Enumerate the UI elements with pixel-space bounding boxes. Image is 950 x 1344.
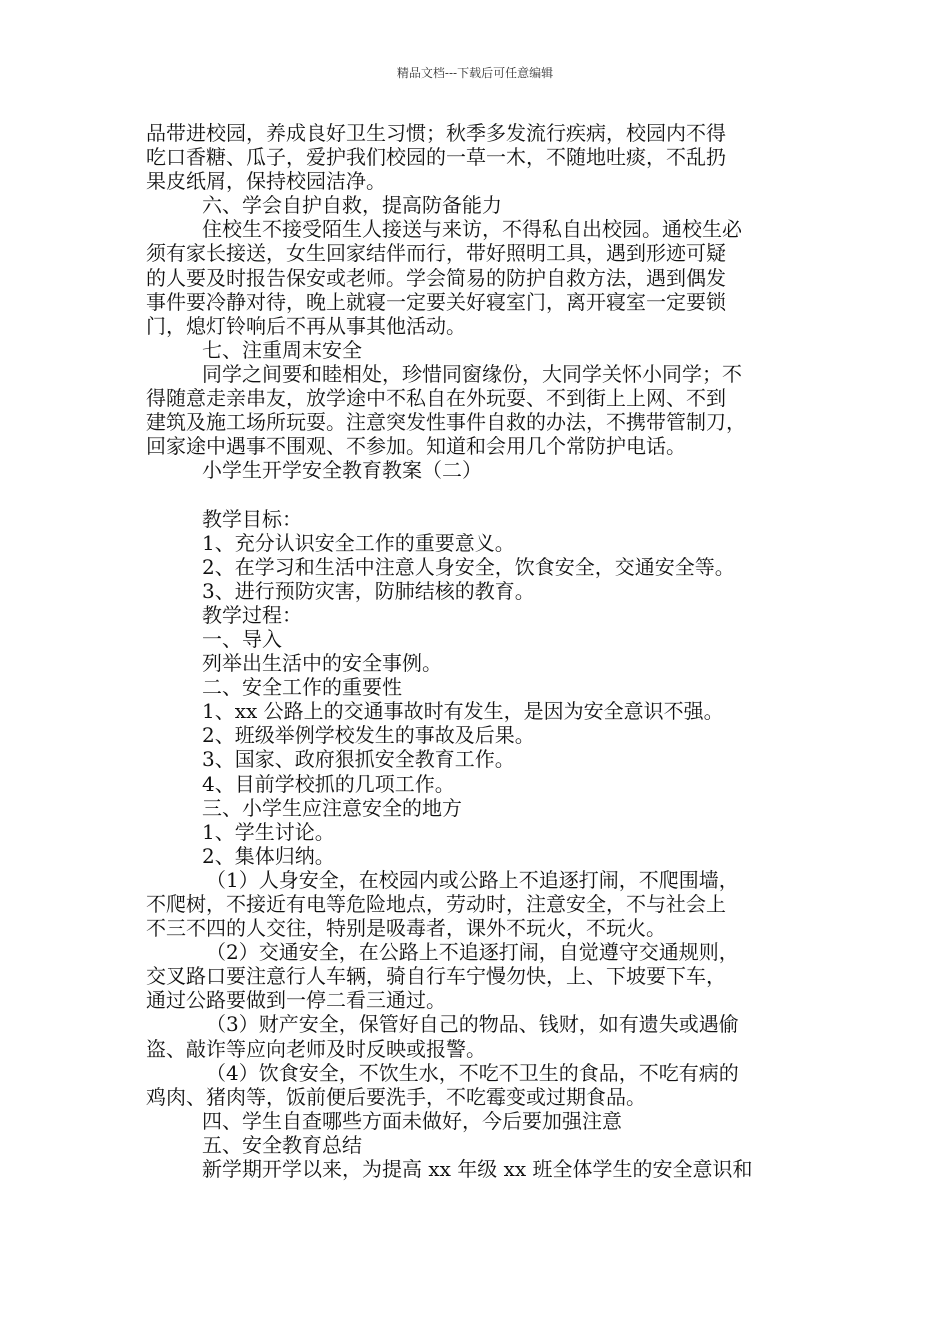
text-line: 教学过程： [202, 602, 302, 627]
text-line: 2、在学习和生活中注意人身安全，饮食安全，交通安全等。 [202, 554, 735, 579]
text-line: 品带进校园，养成良好卫生习惯；秋季多发流行疾病，校园内不得 [146, 121, 726, 145]
text-line: 1、充分认识安全工作的重要意义。 [202, 530, 515, 555]
text-line: 六、学会自护自救，提高防备能力 [202, 193, 502, 218]
text-line: 三、小学生应注意安全的地方 [202, 795, 462, 820]
text-line: 通过公路要做到一停二看三通过。 [146, 988, 446, 1013]
text-line: 不三不四的人交往，特别是吸毒者，课外不玩火，不玩火。 [146, 916, 666, 941]
text-line: 列举出生活中的安全事例。 [202, 651, 442, 676]
text-line: 的人要及时报告保安或老师。学会简易的防护自救方法，遇到偶发 [146, 265, 726, 290]
text-line: 得随意走亲串友，放学途中不私自在外玩耍、不到街上上网、不到 [146, 386, 726, 411]
text-line: 小学生开学安全教育教案（二） [202, 458, 482, 483]
text-line: （1）人身安全，在校园内或公路上不追逐打闹，不爬围墙， [206, 867, 739, 892]
text-line: 盗、敲诈等应向老师及时反映或报警。 [146, 1036, 486, 1061]
blank-line [146, 482, 826, 506]
text-line: 不爬树，不接近有电等危险地点，劳动时，注意安全，不与社会上 [146, 892, 726, 916]
text-line: 果皮纸屑，保持校园洁净。 [146, 169, 386, 194]
text-line: 1、学生讨论。 [202, 819, 335, 844]
text-line: 3、进行预防灾害，防肺结核的教育。 [202, 578, 535, 603]
text-line: 事件要冷静对待，晚上就寝一定要关好寝室门，离开寝室一定要锁 [146, 289, 726, 314]
text-line: （2）交通安全，在公路上不追逐打闹，自觉遵守交通规则， [206, 940, 739, 965]
text-line: 2、集体归纳。 [202, 843, 335, 868]
text-line: 一、导入 [202, 626, 282, 651]
text-line: （4）饮食安全，不饮生水，不吃不卫生的食品，不吃有病的 [206, 1060, 739, 1085]
page-header: 精品文档---下载后可任意编辑 [396, 66, 554, 80]
text-line: 七、注重周末安全 [202, 337, 362, 362]
text-line: 吃口香糖、瓜子，爱护我们校园的一草一木，不随地吐痰，不乱扔 [146, 145, 726, 170]
text-line: 回家途中遇事不围观、不参加。知道和会用几个常防护电话。 [146, 434, 686, 459]
text-line: 门，熄灯铃响后不再从事其他活动。 [146, 313, 466, 338]
text-line: 2、班级举例学校发生的事故及后果。 [202, 723, 535, 748]
text-line: 同学之间要和睦相处，珍惜同窗缘份，大同学关怀小同学；不 [202, 361, 742, 386]
text-line: 1、xx 公路上的交通事故时有发生，是因为安全意识不强。 [202, 699, 724, 724]
text-line: （3）财产安全，保管好自己的物品、钱财，如有遗失或遇偷 [206, 1012, 739, 1037]
text-line: 五、安全教育总结 [202, 1132, 362, 1157]
text-line: 二、安全工作的重要性 [202, 675, 402, 700]
text-line: 3、国家、政府狠抓安全教育工作。 [202, 747, 515, 772]
text-line: 鸡肉、猪肉等，饭前便后要洗手，不吃霉变或过期食品。 [146, 1084, 646, 1109]
text-line: 须有家长接送，女生回家结伴而行，带好照明工具，遇到形迹可疑 [146, 241, 726, 266]
text-line: 住校生不接受陌生人接送与来访，不得私自出校园。通校生必 [202, 217, 742, 242]
text-line: 四、学生自查哪些方面未做好，今后要加强注意 [202, 1108, 622, 1133]
text-line: 教学目标： [202, 506, 302, 531]
text-line: 交叉路口要注意行人车辆，骑自行车宁慢勿快，上、下坡要下车， [146, 964, 726, 989]
text-line: 4、目前学校抓的几项工作。 [202, 771, 455, 796]
text-line: 建筑及施工场所玩耍。注意突发性事件自救的办法，不携带管制刀， [146, 410, 746, 435]
text-line: 新学期开学以来，为提高 xx 年级 xx 班全体学生的安全意识和 [202, 1157, 753, 1182]
document-body [146, 121, 826, 1181]
